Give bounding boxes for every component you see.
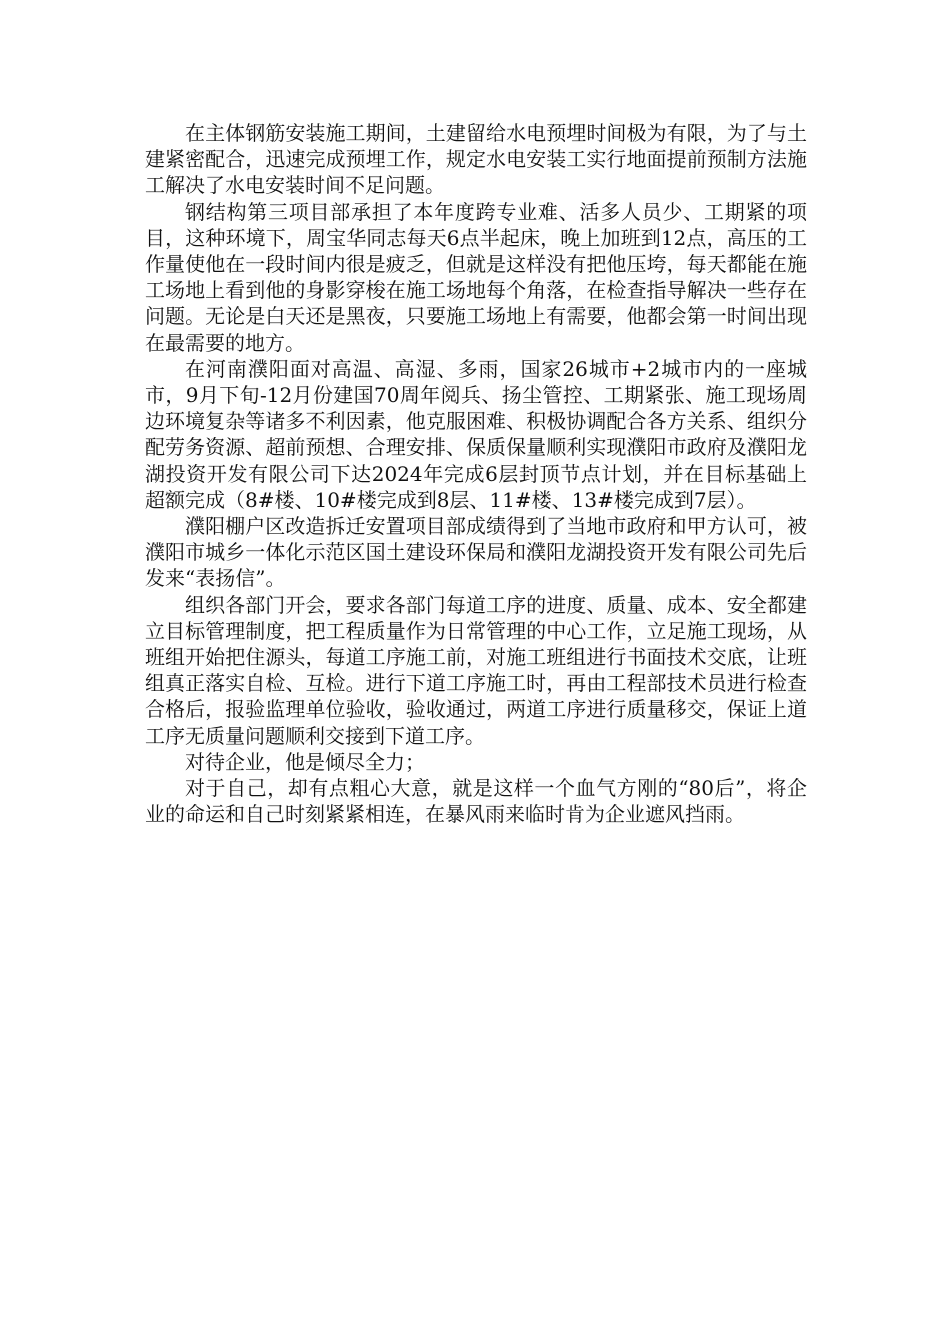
paragraph-5: 组织各部门开会，要求各部门每道工序的进度、质量、成本、安全都建立目标管理制度，把工程质量作为日常管理的中心工作，立足施工现场，从班组开始把住源头，每道工序施工前，对施工班组进行书面技术交底，让班组真正落实自检、互检。进行下道工序施工时，再由工程部技术员进行检查合格后，报验监理单位验收，验收通过，两道工序进行质量移交，保证上道工序无质量问题顺利交接到下道工序。 [145, 592, 807, 748]
paragraph-4: 濮阳棚户区改造拆迁安置项目部成绩得到了当地市政府和甲方认可，被濮阳市城乡一体化示范区国土建设环保局和濮阳龙湖投资开发有限公司先后发来“表扬信”。 [145, 514, 807, 591]
paragraph-6: 对待企业，他是倾尽全力； [185, 749, 425, 774]
paragraph-1: 在主体钢筋安装施工期间，土建留给水电预埋时间极为有限，为了与土建紧密配合，迅速完成预埋工作，规定水电安装工实行地面提前预制方法施工解决了水电安装时间不足问题。 [145, 121, 807, 198]
document-body [145, 120, 807, 827]
paragraph-2: 钢结构第三项目部承担了本年度跨专业难、活多人员少、工期紧的项目，这种环境下，周宝华同志每天6点半起床，晚上加班到12点，高压的工作量使他在一段时间内很是疲乏，但就是这样没有把他压垮，每天都能在施工场地上看到他的身影穿梭在施工场地每个角落，在检查指导解决一些存在问题。无论是白天还是黑夜，只要施工场地上有需要，他都会第一时间出现在最需要的地方。 [145, 199, 807, 355]
paragraph-3: 在河南濮阳面对高温、高湿、多雨，国家26城市+2城市内的一座城市，9月下旬-12月份建国70周年阅兵、扬尘管控、工期紧张、施工现场周边环境复杂等诸多不利因素，他克服困难、积极协调配合各方关系、组织分配劳务资源、超前预想、合理安排、保质保量顺利实现濮阳市政府及濮阳龙湖投资开发有限公司下达2024年完成6层封顶节点计划，并在目标基础上超额完成（8#楼、10#楼完成到8层、11#楼、13#楼完成到7层）。 [145, 356, 807, 512]
paragraph-7: 对于自己，却有点粗心大意，就是这样一个血气方刚的“80后”，将企业的命运和自己时刻紧紧相连，在暴风雨来临时肯为企业遮风挡雨。 [145, 776, 807, 827]
